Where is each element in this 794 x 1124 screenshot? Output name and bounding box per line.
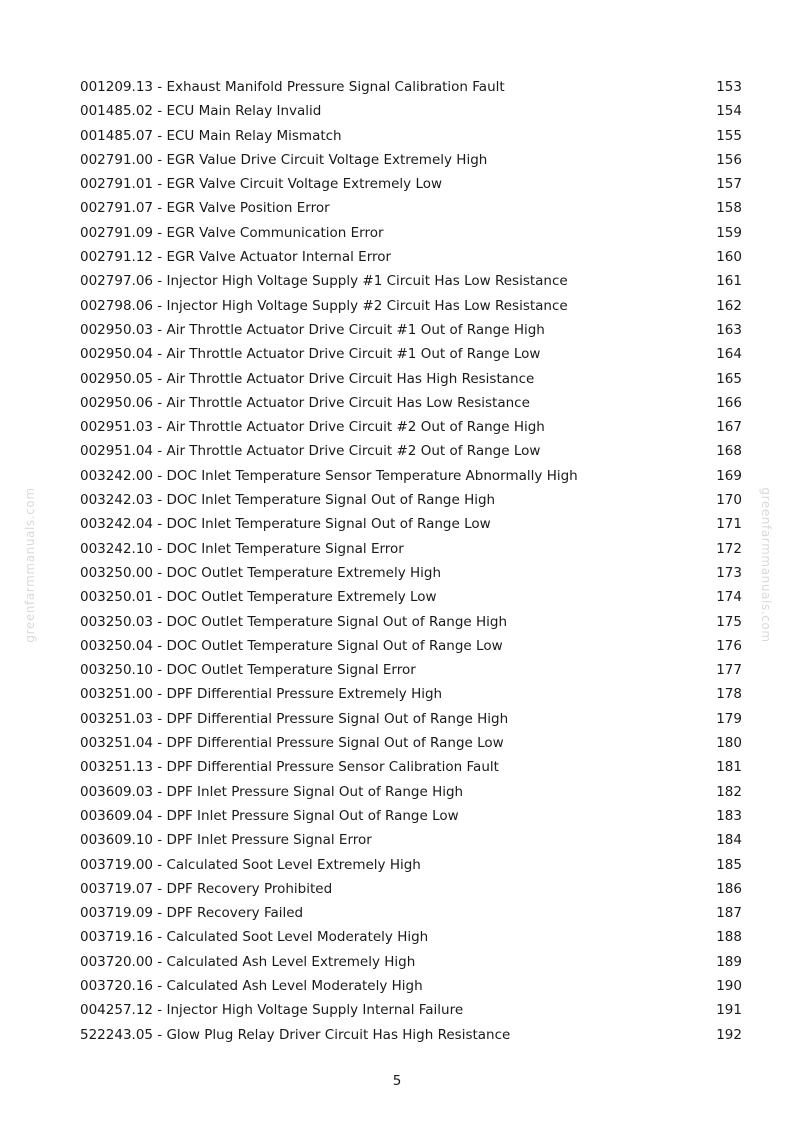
toc-entry-page: 161 [716, 273, 742, 290]
toc-entry-page: 164 [716, 346, 742, 363]
toc-entry-title: 003250.03 - DOC Outlet Temperature Signal Out of Range High [80, 613, 508, 630]
toc-entry[interactable] [80, 853, 742, 877]
toc-entry-title: 003242.03 - DOC Inlet Temperature Signal Out of Range High [80, 492, 496, 509]
watermark-right: greenfarmmanuals.com [759, 487, 773, 643]
toc-entry-page: 165 [716, 370, 742, 387]
toc-entry-title: 002791.07 - EGR Valve Position Error [80, 200, 330, 217]
toc-entry[interactable] [80, 950, 742, 974]
toc-entry-title: 002791.00 - EGR Value Drive Circuit Voltage Extremely High [80, 151, 488, 168]
toc-entry[interactable] [80, 512, 742, 536]
toc-entry-title: 001485.02 - ECU Main Relay Invalid [80, 103, 322, 120]
toc-entry-title: 003720.00 - Calculated Ash Level Extremely High [80, 953, 416, 970]
toc-entry-title: 003719.00 - Calculated Soot Level Extremely High [80, 856, 421, 873]
toc-entry-title: 002791.12 - EGR Valve Actuator Internal Error [80, 249, 392, 266]
toc-entry-page: 163 [716, 321, 742, 338]
toc-entry[interactable] [80, 925, 742, 949]
toc-entry[interactable] [80, 75, 742, 99]
toc-entry-page: 167 [716, 419, 742, 436]
toc-entry[interactable] [80, 828, 742, 852]
toc-entry-page: 182 [716, 783, 742, 800]
toc-entry-page: 156 [716, 151, 742, 168]
toc-entry[interactable] [80, 877, 742, 901]
toc-entry[interactable] [80, 780, 742, 804]
toc-entry[interactable] [80, 99, 742, 123]
toc-entry-page: 174 [716, 589, 742, 606]
toc-entry[interactable] [80, 415, 742, 439]
toc-entry[interactable] [80, 148, 742, 172]
toc-entry-title: 002951.04 - Air Throttle Actuator Drive Circuit #2 Out of Range Low [80, 443, 541, 460]
toc-entry[interactable] [80, 537, 742, 561]
toc-entry-title: 003242.00 - DOC Inlet Temperature Sensor Temperature Abnormally High [80, 467, 578, 484]
toc-entry-page: 187 [716, 905, 742, 922]
toc-entry[interactable] [80, 294, 742, 318]
toc-entry[interactable] [80, 172, 742, 196]
toc-entry-title: 003719.09 - DPF Recovery Failed [80, 905, 304, 922]
toc-entry-title: 002791.09 - EGR Valve Communication Error [80, 224, 384, 241]
toc-entry-title: 003609.10 - DPF Inlet Pressure Signal Error [80, 832, 372, 849]
toc-entry[interactable] [80, 974, 742, 998]
toc-entry[interactable] [80, 755, 742, 779]
toc-entry[interactable] [80, 1023, 742, 1047]
toc-entry-page: 179 [716, 710, 742, 727]
toc-entry[interactable] [80, 804, 742, 828]
toc-entry[interactable] [80, 585, 742, 609]
toc-entry[interactable] [80, 464, 742, 488]
toc-entry-title: 002950.05 - Air Throttle Actuator Drive Circuit Has High Resistance [80, 370, 535, 387]
toc-entry-title: 003719.07 - DPF Recovery Prohibited [80, 880, 333, 897]
toc-entry-page: 173 [716, 564, 742, 581]
toc-entry-title: 003242.10 - DOC Inlet Temperature Signal Error [80, 540, 404, 557]
toc-entry[interactable] [80, 196, 742, 220]
toc-entry-title: 003609.04 - DPF Inlet Pressure Signal Out of Range Low [80, 807, 459, 824]
toc-entry-page: 191 [716, 1002, 742, 1019]
toc-entry[interactable] [80, 658, 742, 682]
toc-entry-page: 154 [716, 103, 742, 120]
toc-entry[interactable] [80, 439, 742, 463]
toc-entry-title: 002798.06 - Injector High Voltage Supply #2 Circuit Has Low Resistance [80, 297, 568, 314]
toc-entry-title: 003719.16 - Calculated Soot Level Moderately High [80, 929, 429, 946]
toc-entry-page: 176 [716, 637, 742, 654]
toc-entry-title: 002950.03 - Air Throttle Actuator Drive Circuit #1 Out of Range High [80, 321, 545, 338]
toc-entry-page: 184 [716, 832, 742, 849]
toc-entry-title: 002791.01 - EGR Valve Circuit Voltage Extremely Low [80, 176, 443, 193]
toc-entry-page: 178 [716, 686, 742, 703]
toc-entry-page: 183 [716, 807, 742, 824]
toc-entry-title: 003609.03 - DPF Inlet Pressure Signal Out of Range High [80, 783, 464, 800]
toc-entry-page: 188 [716, 929, 742, 946]
toc-entry-page: 185 [716, 856, 742, 873]
toc-entry-page: 162 [716, 297, 742, 314]
toc-entry-title: 522243.05 - Glow Plug Relay Driver Circuit Has High Resistance [80, 1026, 511, 1043]
toc-entry[interactable] [80, 707, 742, 731]
toc-entry-page: 158 [716, 200, 742, 217]
toc-entry-title: 003720.16 - Calculated Ash Level Moderately High [80, 977, 423, 994]
toc-entry-title: 003250.10 - DOC Outlet Temperature Signal Error [80, 662, 416, 679]
toc-entry-page: 153 [716, 79, 742, 95]
toc-entry-page: 159 [716, 224, 742, 241]
toc-entry-page: 168 [716, 443, 742, 460]
toc-entry-page: 177 [716, 662, 742, 679]
page-number: 5 [392, 1073, 402, 1089]
toc-entry[interactable] [80, 269, 742, 293]
toc-entry-page: 170 [716, 492, 742, 509]
toc-entry[interactable] [80, 488, 742, 512]
toc-entry[interactable] [80, 342, 742, 366]
toc-entry-title: 002951.03 - Air Throttle Actuator Drive Circuit #2 Out of Range High [80, 419, 545, 436]
toc-entry[interactable] [80, 391, 742, 415]
toc-entry-title: 003251.13 - DPF Differential Pressure Sensor Calibration Fault [80, 759, 499, 776]
toc-entry-title: 003251.03 - DPF Differential Pressure Signal Out of Range High [80, 710, 509, 727]
toc-entry-page: 155 [716, 127, 742, 144]
toc-entry[interactable] [80, 221, 742, 245]
toc-entry[interactable] [80, 561, 742, 585]
toc-entry[interactable] [80, 318, 742, 342]
toc-entry[interactable] [80, 245, 742, 269]
toc-entry-page: 189 [716, 953, 742, 970]
toc-entry-page: 180 [716, 735, 742, 752]
watermark-left: greenfarmmanuals.com [23, 487, 37, 643]
toc-entry-title: 003251.04 - DPF Differential Pressure Signal Out of Range Low [80, 735, 504, 752]
toc-entry-page: 190 [716, 977, 742, 994]
toc-entry[interactable] [80, 901, 742, 925]
toc-entry-title: 003250.04 - DOC Outlet Temperature Signal Out of Range Low [80, 637, 503, 654]
toc-entry-page: 171 [716, 516, 742, 533]
toc-entry-title: 002950.04 - Air Throttle Actuator Drive Circuit #1 Out of Range Low [80, 346, 541, 363]
toc-entry-page: 157 [716, 176, 742, 193]
toc-entry-page: 160 [716, 249, 742, 266]
toc-entry-title: 003250.01 - DOC Outlet Temperature Extremely Low [80, 589, 437, 606]
toc-entry-page: 186 [716, 880, 742, 897]
toc-entry-page: 169 [716, 467, 742, 484]
toc-entry-title: 001485.07 - ECU Main Relay Mismatch [80, 127, 342, 144]
toc-entry-page: 181 [716, 759, 742, 776]
toc-entry[interactable] [80, 367, 742, 391]
toc-entry[interactable] [80, 634, 742, 658]
toc-entry-page: 166 [716, 394, 742, 411]
toc-entry-title: 003250.00 - DOC Outlet Temperature Extremely High [80, 564, 442, 581]
toc-entry-title: 002950.06 - Air Throttle Actuator Drive Circuit Has Low Resistance [80, 394, 530, 411]
toc-entry[interactable] [80, 124, 742, 148]
toc-entry-page: 175 [716, 613, 742, 630]
table-of-contents [80, 75, 742, 1047]
toc-entry-title: 003251.00 - DPF Differential Pressure Extremely High [80, 686, 443, 703]
toc-entry[interactable] [80, 682, 742, 706]
toc-entry[interactable] [80, 998, 742, 1022]
toc-entry-title: 004257.12 - Injector High Voltage Supply Internal Failure [80, 1002, 464, 1019]
toc-entry-title: 001209.13 - Exhaust Manifold Pressure Signal Calibration Fault [80, 79, 505, 95]
toc-entry-page: 192 [716, 1026, 742, 1043]
toc-entry[interactable] [80, 731, 742, 755]
toc-entry[interactable] [80, 610, 742, 634]
toc-entry-title: 002797.06 - Injector High Voltage Supply #1 Circuit Has Low Resistance [80, 273, 568, 290]
toc-entry-page: 172 [716, 540, 742, 557]
toc-entry-title: 003242.04 - DOC Inlet Temperature Signal Out of Range Low [80, 516, 491, 533]
